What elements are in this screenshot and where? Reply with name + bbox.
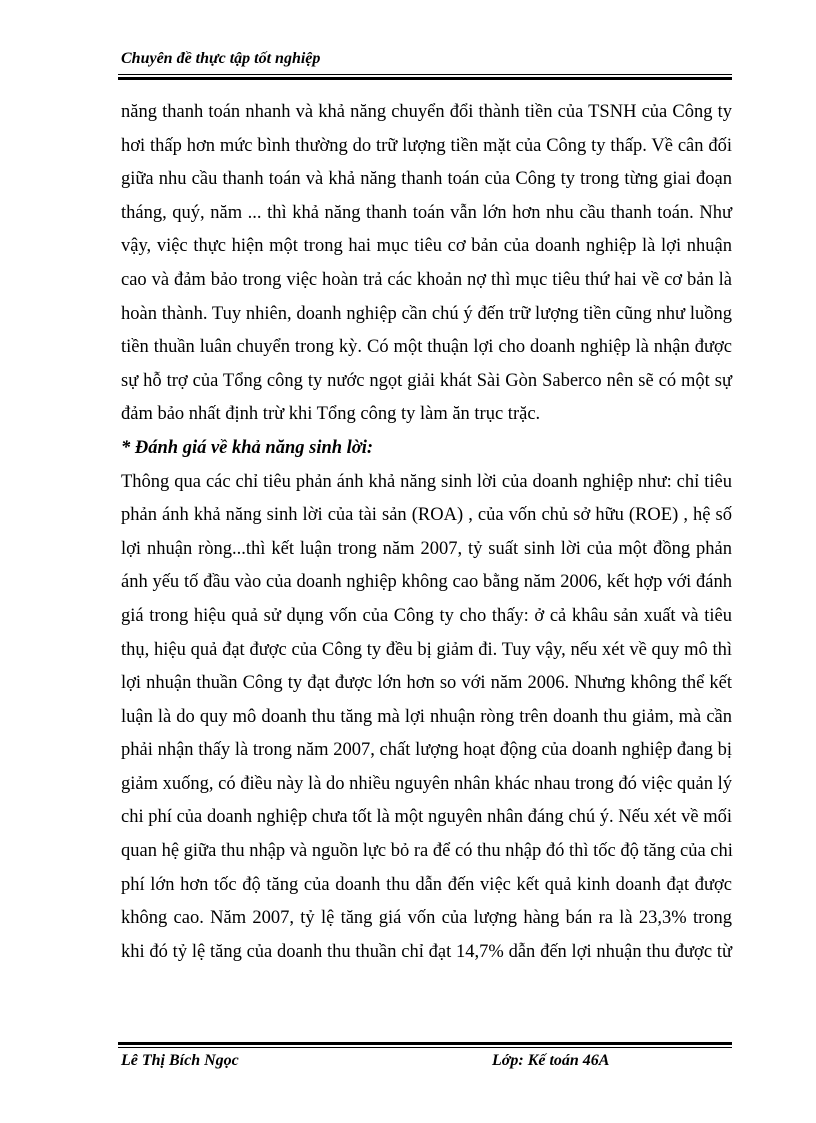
text-line: phản ánh khả năng sinh lời của tài sản (ROA) , của vốn chủ sở hữu (ROE) , hệ số xyxy=(121,505,732,526)
footer-class: Lớp: Kế toán 46A xyxy=(492,1052,610,1069)
text-line: thụ, hiệu quả đạt được của Công ty đều bị giảm đi. Tuy vậy, nếu xét về quy mô thì xyxy=(121,639,732,660)
body-text xyxy=(121,96,732,969)
section-heading: * Đánh giá về khả năng sinh lời: xyxy=(121,437,374,458)
header-rule-thin xyxy=(118,74,732,75)
footer-rule-thin xyxy=(118,1047,732,1048)
text-line: giá trong hiệu quả sử dụng vốn của Công ty cho thấy: ở cả khâu sản xuất và tiêu xyxy=(121,605,732,626)
text-line: lợi nhuận ròng...thì kết luận trong năm 2007, tỷ suất sinh lời của một đồng phản xyxy=(121,538,732,559)
text-line: hoàn thành. Tuy nhiên, doanh nghiệp cần chú ý đến trữ lượng tiền cũng như luồng xyxy=(121,303,732,324)
text-line: không cao. Năm 2007, tỷ lệ tăng giá vốn của lượng hàng bán ra là 23,3% trong xyxy=(121,908,732,929)
footer-rule-thick xyxy=(118,1042,732,1045)
text-line: luận là do quy mô doanh thu tăng mà lợi nhuận ròng trên doanh thu giảm, mà cần xyxy=(121,706,732,727)
text-line: quan hệ giữa thu nhập và nguồn lực bỏ ra để có thu nhập đó thì tốc độ tăng của chi xyxy=(121,841,733,862)
text-line: chi phí của doanh nghiệp chưa tốt là một nguyên nhân đáng chú ý. Nếu xét về mối xyxy=(121,807,732,828)
header-title: Chuyên đề thực tập tốt nghiệp xyxy=(121,50,321,67)
header-rule-thick xyxy=(118,77,732,80)
text-line: vậy, việc thực hiện một trong hai mục tiêu cơ bản của doanh nghiệp là lợi nhuận xyxy=(121,236,732,257)
text-line: cao và đảm bảo trong việc hoàn trả các khoản nợ thì mục tiêu thứ hai về cơ bản là xyxy=(121,269,732,290)
text-line: Thông qua các chỉ tiêu phản ánh khả năng sinh lời của doanh nghiệp như: chỉ tiêu xyxy=(121,471,732,492)
text-line: đảm bảo nhất định trừ khi Tổng công ty làm ăn trục trặc. xyxy=(121,404,541,425)
text-line: giữa nhu cầu thanh toán và khả năng thanh toán của Công ty trong từng giai đoạn xyxy=(121,169,732,190)
text-line: phí lớn hơn tốc độ tăng của doanh thu dẫn đến việc kết quả kinh doanh đạt được xyxy=(121,874,732,895)
text-line: ánh yếu tố đầu vào của doanh nghiệp không cao bằng năm 2006, kết hợp với đánh xyxy=(121,572,732,593)
text-line: giảm xuống, có điều này là do nhiều nguyên nhân khác nhau trong đó việc quản lý xyxy=(121,773,732,794)
footer-author: Lê Thị Bích Ngọc xyxy=(121,1052,239,1069)
text-line: tháng, quý, năm ... thì khả năng thanh toán vẫn lớn hơn nhu cầu thanh toán. Như xyxy=(121,202,732,223)
text-line: năng thanh toán nhanh và khả năng chuyển đổi thành tiền của TSNH của Công ty xyxy=(121,102,732,122)
text-line: lợi nhuận thuần Công ty đạt được lớn hơn so với năm 2006. Nhưng không thể kết xyxy=(121,673,732,694)
text-line: khi đó tỷ lệ tăng của doanh thu thuần chỉ đạt 14,7% dẫn đến lợi nhuận thu được từ xyxy=(121,941,732,962)
text-line: hơi thấp hơn mức bình thường do trữ lượng tiền mặt của Công ty thấp. Về cân đối xyxy=(121,135,732,156)
text-line: tiền thuần luân chuyển trong kỳ. Có một thuận lợi cho doanh nghiệp là nhận được xyxy=(121,337,732,358)
text-line: phải nhận thấy là trong năm 2007, chất lượng hoạt động của doanh nghiệp đang bị xyxy=(121,740,732,761)
text-line: sự hỗ trợ của Tổng công ty nước ngọt giải khát Sài Gòn Saberco nên sẽ có một sự xyxy=(121,370,732,391)
